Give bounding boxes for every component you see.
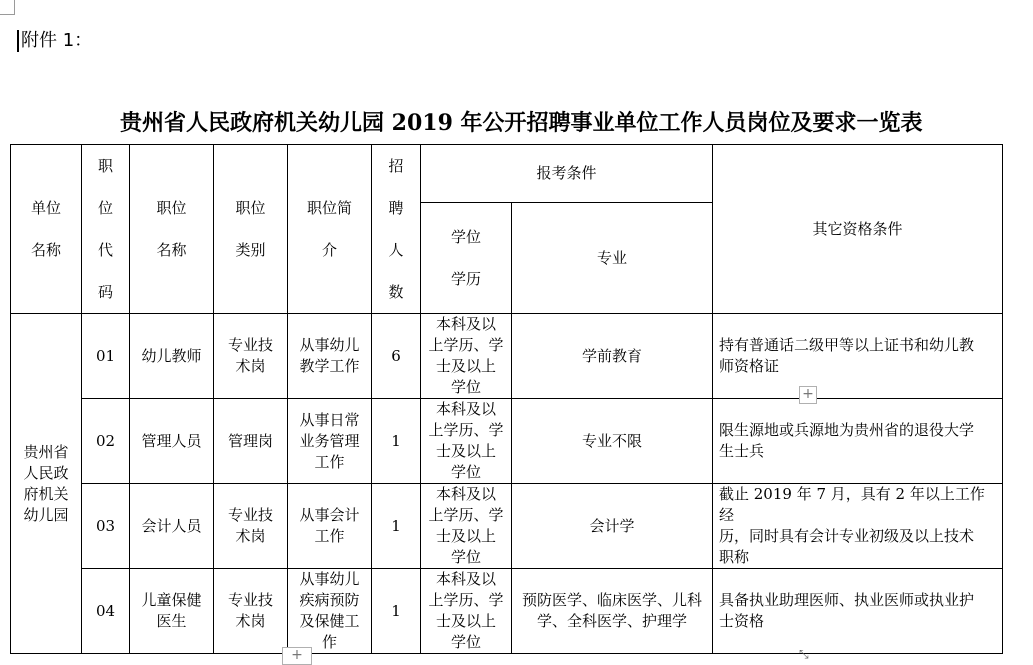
text-line: 管理人员 — [141, 431, 202, 450]
cell-major — [512, 569, 713, 654]
cell-recruit-count: 1 — [372, 484, 421, 569]
cell-position-category — [214, 399, 288, 484]
cell-degree — [421, 314, 512, 399]
text-line: 数 — [388, 283, 404, 301]
text-line: 码 — [97, 283, 113, 301]
text-line: 学位 — [450, 463, 481, 481]
cell-position-intro — [288, 569, 372, 654]
text-line: 会计学 — [589, 516, 635, 535]
text-line: 会计人员 — [141, 516, 202, 535]
header-position-category — [214, 145, 288, 314]
cell-recruit-count: 6 — [372, 314, 421, 399]
row-insert-handle[interactable]: + — [799, 386, 817, 404]
header-position-intro — [288, 145, 372, 314]
text-line: 府机关 — [23, 484, 69, 503]
text-line: 本科及以 — [435, 315, 496, 333]
text-line: 学、全科医学、护理学 — [536, 612, 687, 630]
text-line: 生士兵 — [719, 442, 765, 460]
text-line: 本科及以 — [435, 400, 496, 418]
table-row — [11, 399, 1003, 484]
header-recruit-count — [372, 145, 421, 314]
text-line: 从事日常 — [299, 410, 360, 429]
text-line: 业务管理 — [299, 431, 360, 450]
cell-other-qualifications — [713, 314, 1003, 399]
text-line: 学前教育 — [581, 346, 642, 365]
text-line: 儿童保健 — [141, 591, 202, 609]
text-line: 代 — [97, 241, 113, 259]
text-line: 职位 — [235, 199, 266, 217]
text-line: 幼儿教师 — [141, 346, 202, 365]
cell-other-qualifications — [713, 399, 1003, 484]
text-line: 术岗 — [235, 527, 266, 545]
text-line: 学位 — [450, 633, 481, 651]
text-line: 士及以上 — [435, 612, 496, 630]
text-line: 专业技 — [227, 591, 273, 609]
cell-position-name — [130, 314, 214, 399]
cell-position-category — [214, 569, 288, 654]
document-title: 贵州省人民政府机关幼儿园 2019 年公开招聘事业单位工作人员岗位及要求一览表 — [120, 110, 923, 136]
text-line: 士及以上 — [435, 442, 496, 460]
table-row — [11, 314, 1003, 399]
cell-position-name — [130, 399, 214, 484]
text-line: 聘 — [388, 199, 404, 217]
text-line: 管理岗 — [227, 431, 273, 450]
cell-position-intro — [288, 399, 372, 484]
text-line: 职位简 — [306, 199, 352, 217]
cell-major — [512, 314, 713, 399]
text-line: 学位 — [450, 378, 481, 396]
text-line: 本科及以 — [435, 570, 496, 588]
text-line: 名称 — [30, 241, 61, 259]
cell-position-category — [214, 484, 288, 569]
text-line: 本科及以 — [435, 485, 496, 503]
text-line: 及保健工 — [299, 612, 360, 630]
text-line: 招 — [388, 157, 404, 175]
text-line: 疾病预防 — [299, 591, 360, 609]
cell-major — [512, 484, 713, 569]
text-line: 从事幼儿 — [299, 570, 360, 588]
attachment-label: 附件 1： — [21, 30, 93, 51]
table-row — [11, 484, 1003, 569]
cell-position-code: 03 — [82, 484, 130, 569]
text-line: 医生 — [156, 612, 187, 630]
text-line: 术岗 — [235, 612, 266, 630]
positions-table — [10, 144, 1003, 654]
text-line: 限生源地或兵源地为贵州省的退役大学 — [719, 421, 975, 439]
text-line: 职称 — [719, 548, 750, 566]
text-line: 学历 — [450, 270, 481, 288]
cell-position-code: 01 — [82, 314, 130, 399]
table-resize-handle[interactable]: ⤡ — [799, 647, 809, 661]
cell-position-intro — [288, 484, 372, 569]
text-line: 介 — [321, 241, 337, 259]
text-line: 专业不限 — [581, 431, 642, 450]
text-line: 士及以上 — [435, 527, 496, 545]
cell-other-qualifications — [713, 484, 1003, 569]
text-line: 工作 — [314, 452, 345, 471]
text-line: 学位 — [450, 548, 481, 566]
text-line: 作 — [321, 633, 337, 651]
text-line: 具备执业助理医师、执业医师或执业护 — [719, 591, 975, 609]
text-line: 士资格 — [719, 612, 765, 630]
header-other-qualifications: 其它资格条件 — [713, 145, 1003, 314]
header-unit-name — [11, 145, 82, 314]
cell-position-intro — [288, 314, 372, 399]
text-line: 职 — [97, 157, 113, 175]
text-line: 从事会计 — [299, 506, 360, 524]
text-line: 专业技 — [227, 506, 273, 524]
header-degree — [421, 203, 512, 314]
text-line: 名称 — [156, 241, 187, 259]
text-line: 从事幼儿 — [299, 336, 360, 354]
text-line: 上学历、学 — [428, 336, 504, 354]
text-line: 士及以上 — [435, 357, 496, 375]
text-line: 预防医学、临床医学、儿科 — [521, 591, 702, 609]
text-line: 职位 — [156, 199, 187, 217]
cell-position-category — [214, 314, 288, 399]
table-append-row-handle[interactable]: + — [282, 647, 312, 665]
text-line: 教学工作 — [299, 357, 360, 375]
text-line: 上学历、学 — [428, 421, 504, 439]
text-line: 幼儿园 — [23, 505, 69, 524]
text-line: 术岗 — [235, 357, 266, 375]
cell-recruit-count: 1 — [372, 569, 421, 654]
text-line: 工作 — [314, 527, 345, 545]
text-line: 上学历、学 — [428, 506, 504, 524]
cell-other-qualifications — [713, 569, 1003, 654]
table-row — [11, 569, 1003, 654]
header-position-name — [130, 145, 214, 314]
cell-degree — [421, 569, 512, 654]
header-major: 专业 — [512, 203, 713, 314]
text-line: 人 — [388, 241, 404, 259]
text-line: 贵州省 — [23, 442, 69, 461]
cell-position-name — [130, 569, 214, 654]
text-line: 单位 — [30, 199, 61, 217]
cell-position-name — [130, 484, 214, 569]
cell-recruit-count: 1 — [372, 399, 421, 484]
text-cursor — [17, 30, 19, 52]
text-line: 历，同时具有会计专业初级及以上技术 — [719, 527, 975, 545]
cell-major — [512, 399, 713, 484]
text-line: 持有普通话二级甲等以上证书和幼儿教 — [719, 336, 975, 354]
cell-position-code: 04 — [82, 569, 130, 654]
header-requirements: 报考条件 — [421, 145, 713, 203]
cell-degree — [421, 484, 512, 569]
text-line: 上学历、学 — [428, 591, 504, 609]
text-line: 截止 2019 年 7 月，具有 2 年以上工作经 — [719, 485, 985, 524]
cell-unit-name — [11, 314, 82, 654]
cell-degree — [421, 399, 512, 484]
text-line: 人民政 — [23, 463, 69, 482]
text-line: 师资格证 — [719, 357, 780, 375]
text-line: 专业技 — [227, 336, 273, 354]
text-line: 类别 — [235, 241, 266, 259]
header-position-code — [82, 145, 130, 314]
text-line: 位 — [97, 199, 113, 217]
text-line: 学位 — [450, 228, 481, 246]
page-corner-mark — [0, 0, 15, 15]
cell-position-code: 02 — [82, 399, 130, 484]
